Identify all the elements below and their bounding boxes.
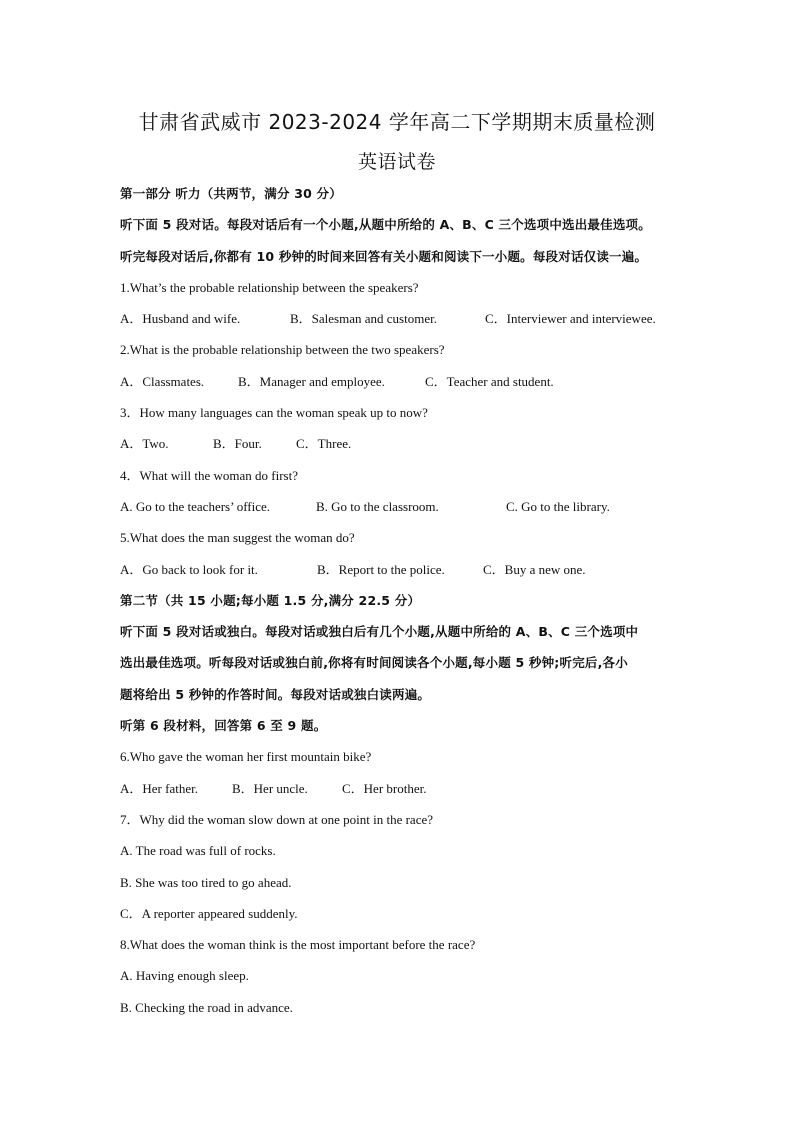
question-2-option-c: C．Teacher and student. [425,373,554,389]
question-6-option-b: B．Her uncle. [232,780,308,796]
material-note: 听第 6 段材料，回答第 6 至 9 题。 [120,718,327,734]
question-5-option-a: A．Go back to look for it. [120,561,258,577]
part1-instruction-line1: 听下面 5 段对话。每段对话后有一个小题,从题中所给的 A、B、C 三个选项中选出最佳选项。 [120,217,651,233]
exam-title: 甘肃省武威市 2023-2024 学年高二下学期期末质量检测 [138,110,656,134]
question-5-stem: 5.What does the man suggest the woman do? [120,530,355,546]
question-3-options [120,428,680,459]
question-1-option-c: C．Interviewer and interviewee. [485,311,656,327]
question-5-option-c: C．Buy a new one. [483,561,586,577]
part2-instruction-line3: 题将给出 5 秒钟的作答时间。每段对话或独白读两遍。 [120,686,431,702]
exam-content [120,178,680,1023]
question-4-options [120,491,680,522]
question-1-option-a: A．Husband and wife. [120,311,241,327]
part2-instruction-line1: 听下面 5 段对话或独白。每段对话或独白后有几个小题,从题中所给的 A、B、C 三个选项中 [120,624,639,640]
question-1-options [120,303,680,334]
part1-instruction-line2: 听完每段对话后,你都有 10 秒钟的时间来回答有关小题和阅读下一小题。每段对话仅读一遍。 [120,248,648,264]
question-7-option-a: A. The road was full of rocks. [120,843,276,859]
question-6-stem: 6.Who gave the woman her first mountain bike? [120,749,372,765]
part2-instruction-line2: 选出最佳选项。听每段对话或独白前,你将有时间阅读各个小题,每小题 5 秒钟;听完后,各小 [120,655,628,671]
question-6-option-a: A．Her father. [120,780,198,796]
question-2-stem: 2.What is the probable relationship between the two speakers? [120,342,445,358]
question-1-stem: 1.What’s the probable relationship between the speakers? [120,279,419,295]
question-3-option-a: A．Two. [120,436,169,452]
part2-heading: 第二节（共 15 小题;每小题 1.5 分,满分 22.5 分） [120,592,421,608]
question-1-option-b: B．Salesman and customer. [290,311,437,327]
exam-subtitle: 英语试卷 [357,151,436,173]
question-7-stem: 7．Why did the woman slow down at one point in the race? [120,811,434,827]
question-3-option-b: B．Four. [213,436,262,452]
question-3-stem: 3．How many languages can the woman speak up to now? [120,405,428,421]
question-7-option-b: B. She was too tired to go ahead. [120,874,292,890]
question-5-options [120,554,680,585]
question-4-option-b: B. Go to the classroom. [316,498,439,514]
question-4-option-a: A. Go to the teachers’ office. [120,498,271,514]
question-8-stem: 8.What does the woman think is the most important before the race? [120,937,476,953]
question-2-option-b: B．Manager and employee. [238,373,385,389]
question-2-options [120,366,680,397]
question-6-option-c: C．Her brother. [342,780,427,796]
question-6-options [120,773,680,804]
question-4-stem: 4．What will the woman do first? [120,467,298,483]
question-8-option-a: A. Having enough sleep. [120,968,249,984]
question-4-option-c: C. Go to the library. [506,498,610,514]
part1-heading: 第一部分 听力（共两节，满分 30 分） [120,186,342,201]
question-2-option-a: A．Classmates. [120,373,205,389]
question-3-option-c: C．Three. [296,436,352,452]
question-8-option-b: B. Checking the road in advance. [120,999,293,1015]
question-5-option-b: B．Report to the police. [317,561,445,577]
question-7-option-c: C．A reporter appeared suddenly. [120,905,298,921]
